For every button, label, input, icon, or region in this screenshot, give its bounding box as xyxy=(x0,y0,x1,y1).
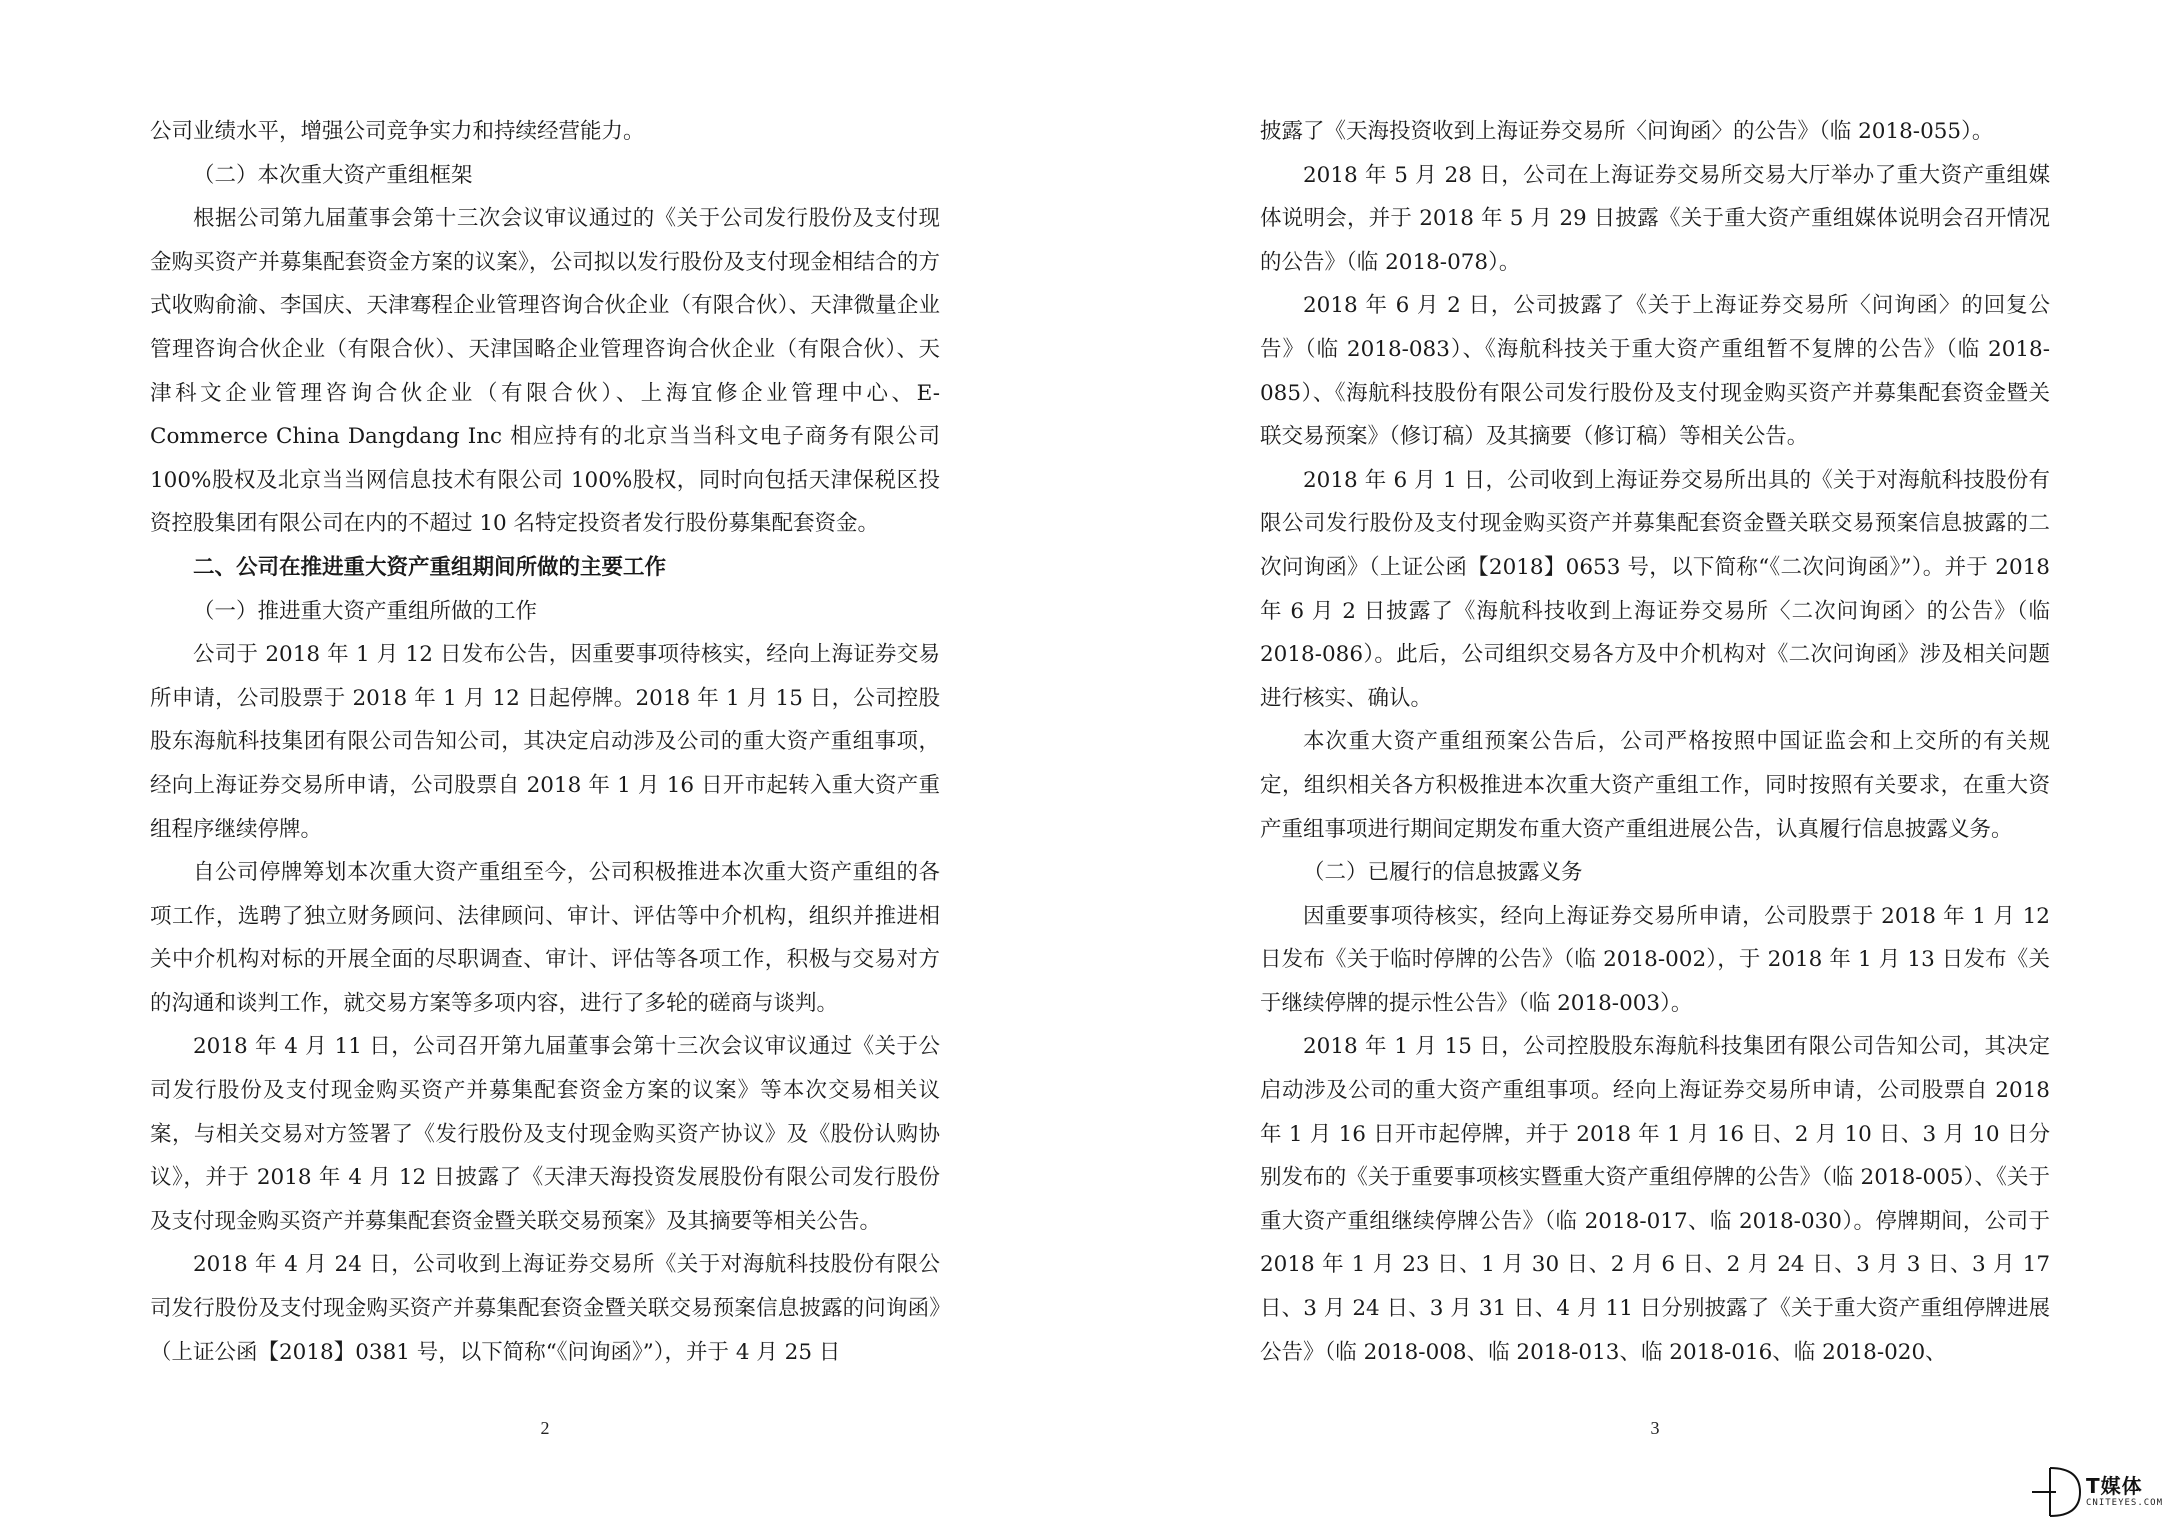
page-number-left: 2 xyxy=(540,1418,550,1438)
watermark-brand: T媒体 xyxy=(2086,1474,2143,1498)
watermark-domain: CNITEYES.COM xyxy=(2086,1498,2164,1508)
paragraph: 本次重大资产重组预案公告后，公司严格按照中国证监会和上交所的有关规定，组织相关各方积极推进本次重大资产重组工作，同时按照有关要求，在重大资产重组事项进行期间定期发布重大资产重组进展公告，认真履行信息披露义务。 xyxy=(1260,729,2050,842)
right-page-content xyxy=(1260,110,2050,1374)
paragraph: 2018 年 4 月 11 日，公司召开第九届董事会第十三次会议审议通过《关于公司发行股份及支付现金购买资产并募集配套资金方案的议案》等本次交易相关议案，与相关交易对方签署了《发行股份及支付现金购买资产协议》及《股份认购协议》，并于 2018 年 4 月 12 日披露了《天津天海投资发展股份有限公司发行股份及支付现金购买资产并募集配套资金暨关联交易预案》及其摘要等相关公告。 xyxy=(150,1034,940,1234)
paragraph: 2018 年 6 月 2 日，公司披露了《关于上海证券交易所〈问询函〉的回复公告》（临 2018-083）、《海航科技关于重大资产重组暂不复牌的公告》（临 2018-085）、《海航科技股份有限公司发行股份及支付现金购买资产并募集配套资金暨关联交易预案》（修订稿）及其摘要（修订稿）等相关公告。 xyxy=(1260,293,2050,450)
paragraph: 公司业绩水平，增强公司竞争实力和持续经营能力。 xyxy=(150,119,645,144)
page-number-right: 3 xyxy=(1650,1418,1660,1438)
paragraph: 根据公司第九届董事会第十三次会议审议通过的《关于公司发行股份及支付现金购买资产并募集配套资金方案的议案》，公司拟以发行股份及支付现金相结合的方式收购俞渝、李国庆、天津骞程企业管理咨询合伙企业（有限合伙）、天津微量企业管理咨询合伙企业（有限合伙）、天津国略企业管理咨询合伙企业（有限合伙）、天津科文企业管理咨询合伙企业（有限合伙）、上海宜修企业管理中心、E-Commerce China Dangdang Inc 相应持有的北京当当科文电子商务有限公司 100%股权及北京当当网信息技术有限公司 100%股权，同时向包括天津保税区投资控股集团有限公司在内的不超过 10 名特定投资者发行股份募集配套资金。 xyxy=(150,206,940,537)
paragraph: 2018 年 6 月 1 日，公司收到上海证券交易所出具的《关于对海航科技股份有限公司发行股份及支付现金购买资产并募集配套资金暨关联交易预案信息披露的二次问询函》（上证公函【2018】0653 号，以下简称“《二次问询函》”）。并于 2018 年 6 月 2 日披露了《海航科技收到上海证券交易所〈二次问询函〉的公告》（临 2018-086）。此后，公司组织交易各方及中介机构对《二次问询函》涉及相关问题进行核实、确认。 xyxy=(1260,467,2050,711)
paragraph: （二）本次重大资产重组框架 xyxy=(193,162,473,188)
paragraph: （一）推进重大资产重组所做的工作 xyxy=(193,598,538,624)
paragraph: 披露了《天海投资收到上海证券交易所〈问询函〉的公告》（临 2018-055）。 xyxy=(1260,119,1994,144)
paragraph: 2018 年 4 月 24 日，公司收到上海证券交易所《关于对海航科技股份有限公司发行股份及支付现金购买资产并募集配套资金暨关联交易预案信息披露的问询函》（上证公函【2018】0381 号，以下简称“《问询函》”），并于 4 月 25 日 xyxy=(150,1252,940,1365)
right-page xyxy=(1260,110,2050,1450)
paragraph: 因重要事项待核实，经向上海证券交易所申请，公司股票于 2018 年 1 月 12 日发布《关于临时停牌的公告》（临 2018-002），于 2018 年 1 月 13 日发布《关于继续停牌的提示性公告》（临 2018-003）。 xyxy=(1260,903,2050,1016)
paragraph: 公司于 2018 年 1 月 12 日发布公告，因重要事项待核实，经向上海证券交易所申请，公司股票于 2018 年 1 月 12 日起停牌。2018 年 1 月 15 日，公司控股股东海航科技集团有限公司告知公司，其决定启动涉及公司的重大资产重组事项，经向上海证券交易所申请，公司股票自 2018 年 1 月 16 日开市起转入重大资产重组程序继续停牌。 xyxy=(150,642,940,842)
section-heading: 二、公司在推进重大资产重组期间所做的主要工作 xyxy=(193,554,667,580)
watermark-logo xyxy=(2030,1462,2170,1522)
paragraph: 2018 年 5 月 28 日，公司在上海证券交易所交易大厅举办了重大资产重组媒体说明会，并于 2018 年 5 月 29 日披露《关于重大资产重组媒体说明会召开情况的公告》（临 2018-078）。 xyxy=(1260,162,2050,275)
left-page-content xyxy=(150,110,940,1374)
left-page xyxy=(150,110,940,1450)
paragraph: （二）已履行的信息披露义务 xyxy=(1303,860,1583,886)
paragraph: 自公司停牌筹划本次重大资产重组至今，公司积极推进本次重大资产重组的各项工作，选聘了独立财务顾问、法律顾问、审计、评估等中介机构，组织并推进相关中介机构对标的开展全面的尽职调查、审计、评估等各项工作，积极与交易对方的沟通和谈判工作，就交易方案等多项内容，进行了多轮的磋商与谈判。 xyxy=(150,860,940,1016)
paragraph: 2018 年 1 月 15 日，公司控股股东海航科技集团有限公司告知公司，其决定启动涉及公司的重大资产重组事项。经向上海证券交易所申请，公司股票自 2018 年 1 月 16 日开市起停牌，并于 2018 年 1 月 16 日、2 月 10 日、3 月 10 日分别发布的《关于重要事项核实暨重大资产重组停牌的公告》（临 2018-005）、《关于重大资产重组继续停牌公告》（临 2018-017、临 2018-030）。停牌期间，公司于 2018 年 1 月 23 日、1 月 30 日、2 月 6 日、2 月 24 日、3 月 3 日、3 月 17 日、3 月 24 日、3 月 31 日、4 月 11 日分别披露了《关于重大资产重组停牌进展公告》（临 2018-008、临 2018-013、临 2018-016、临 2018-020、 xyxy=(1260,1034,2050,1365)
watermark-mark-icon xyxy=(2030,1462,2082,1522)
